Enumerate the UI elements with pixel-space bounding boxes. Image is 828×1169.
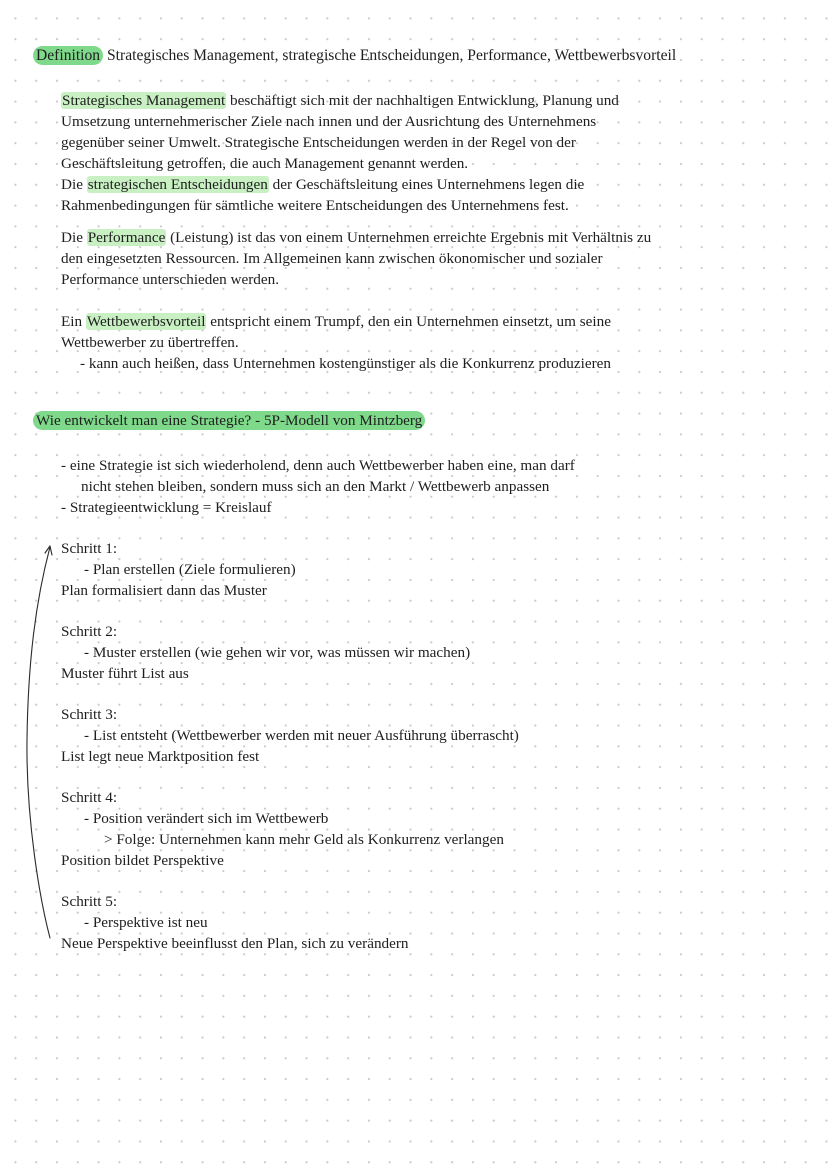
step-5-bullet: - Perspektive ist neu: [84, 914, 208, 931]
p2-line-2: Rahmenbedingungen für sämtliche weitere Entscheidungen des Unternehmens fest.: [61, 197, 569, 214]
p3-line-2: den eingesetzten Ressourcen. Im Allgemeinen kann zwischen ökonomischer und sozialer: [61, 250, 603, 267]
step-2-result: Muster führt List aus: [61, 665, 189, 682]
p1-line-4: Geschäftsleitung getroffen, die auch Management genannt werden.: [61, 155, 469, 172]
step-5-result: Neue Perspektive beeinflusst den Plan, sich zu verändern: [61, 935, 409, 952]
step-2-bullet: - Muster erstellen (wie gehen wir vor, was müssen wir machen): [84, 644, 471, 661]
strategy-heading: Wie entwickelt man eine Strategie? - 5P-Modell von Mintzberg: [33, 410, 425, 431]
step-4-sub: > Folge: Unternehmen kann mehr Geld als Konkurrenz verlangen: [104, 831, 504, 848]
strategy-intro-3: - Strategieentwicklung = Kreislauf: [61, 499, 272, 516]
step-1-title: Schritt 1:: [61, 540, 118, 557]
term-strategisches-management: Strategisches Management: [62, 92, 226, 109]
definition-tag: Definition: [33, 46, 103, 65]
p3-line-1: Die Performance (Leistung) ist das von einem Unternehmen erreichte Ergebnis mit Verhältnis zu: [61, 229, 652, 246]
term-strategische-entscheidungen: strategischen Entscheidungen: [87, 176, 268, 193]
strategy-intro-2: nicht stehen bleiben, sondern muss sich an den Markt / Wettbewerb anpassen: [81, 478, 550, 495]
definition-heading-text: Strategisches Management, strategische Entscheidungen, Performance, Wettbewerbsvorteil: [103, 47, 677, 64]
step-3-title: Schritt 3:: [61, 706, 118, 723]
step-1-bullet: - Plan erstellen (Ziele formulieren): [84, 561, 296, 578]
p1-line-1: Strategisches Management beschäftigt sich mit der nachhaltigen Entwicklung, Planung und: [62, 92, 619, 109]
p4-bullet: - kann auch heißen, dass Unternehmen kostengünstiger als die Konkurrenz produzieren: [80, 355, 611, 372]
p4-line-1: Ein Wettbewerbsvorteil entspricht einem Trumpf, den ein Unternehmen einsetzt, um seine: [61, 313, 611, 330]
step-4-bullet: - Position verändert sich im Wettbewerb: [84, 810, 329, 827]
definition-heading: [33, 45, 676, 66]
p1-line-3: gegenüber seiner Umwelt. Strategische Entscheidungen werden in der Regel von der: [61, 134, 576, 151]
p1-line-2: Umsetzung unternehmerischer Ziele nach innen und der Ausrichtung des Unternehmens: [61, 113, 597, 130]
p2-line-1: Die strategischen Entscheidungen der Geschäftsleitung eines Unternehmens legen die: [61, 176, 585, 193]
step-3-result: List legt neue Marktposition fest: [61, 748, 260, 765]
term-performance: Performance: [87, 229, 166, 246]
strategy-intro-1: - eine Strategie ist sich wiederholend, denn auch Wettbewerber haben eine, man darf: [61, 457, 575, 474]
step-4-result: Position bildet Perspektive: [61, 852, 224, 869]
p3-line-3: Performance unterschieden werden.: [61, 271, 280, 288]
step-2-title: Schritt 2:: [61, 623, 118, 640]
term-wettbewerbsvorteil: Wettbewerbsvorteil: [86, 313, 206, 330]
step-4-title: Schritt 4:: [61, 789, 118, 806]
step-3-bullet: - List entsteht (Wettbewerber werden mit neuer Ausführung überrascht): [84, 727, 519, 744]
step-1-result: Plan formalisiert dann das Muster: [61, 582, 267, 599]
p4-line-2: Wettbewerber zu übertreffen.: [61, 334, 239, 351]
step-5-title: Schritt 5:: [61, 893, 118, 910]
